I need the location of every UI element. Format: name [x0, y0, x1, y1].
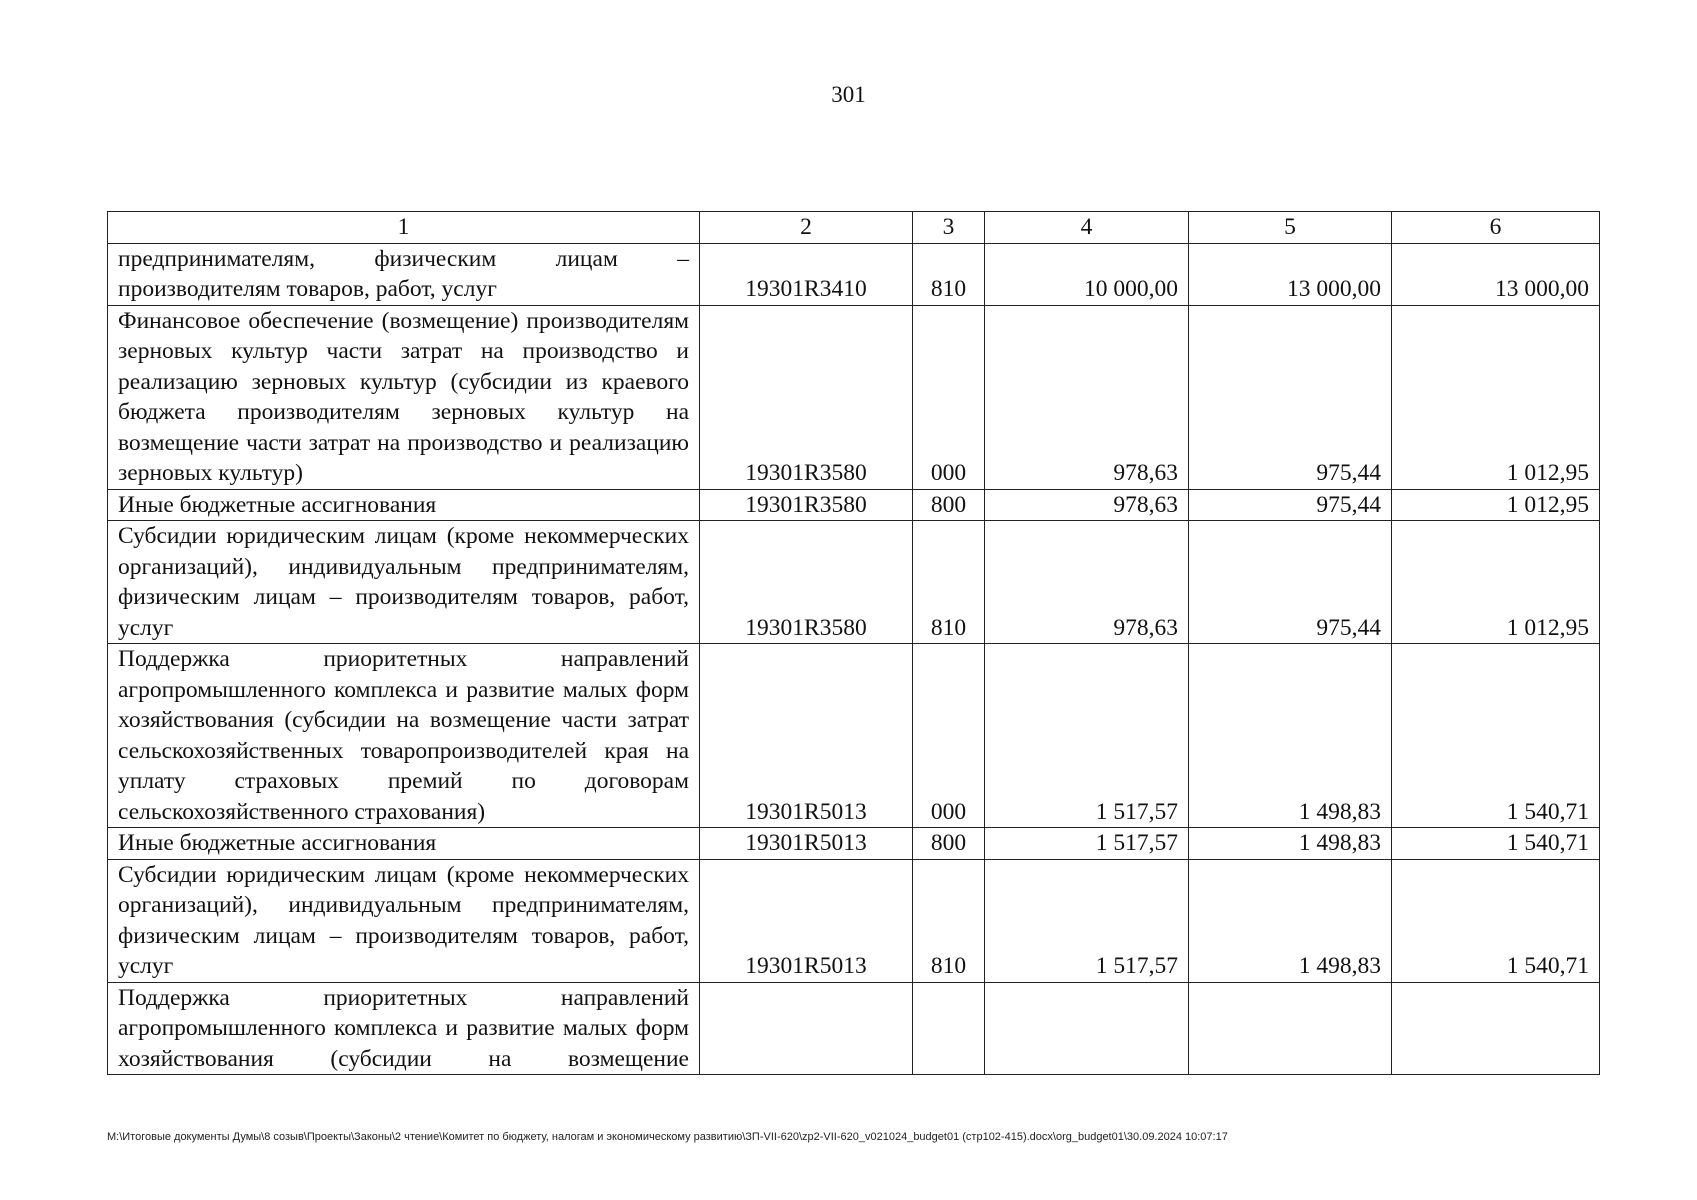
row-target-code: 19301R5013 [700, 644, 913, 828]
row-value-6: 1 012,95 [1392, 305, 1600, 489]
row-name: Субсидии юридическим лицам (кроме некоммерческих организаций), индивидуальным предпринимателям, физическим лицам – производителям товаров, работ, услуг [108, 859, 700, 982]
row-name: Иные бюджетные ассигнования [108, 828, 700, 860]
row-target-code: 19301R3410 [700, 243, 913, 305]
row-target-code [700, 982, 913, 1075]
row-expense-type: 000 [913, 644, 985, 828]
row-name: Субсидии юридическим лицам (кроме некоммерческих организаций), индивидуальным предпринимателям, физическим лицам – производителям товаров, работ, услуг [108, 521, 700, 644]
row-expense-type: 800 [913, 489, 985, 521]
col-header-5: 5 [1189, 212, 1392, 244]
row-value-4 [985, 982, 1189, 1075]
row-name: Поддержка приоритетных направлений агропромышленного комплекса и развитие малых форм хозяйствования (субсидии на возмещение части затрат сельскохозяйственных товаропроизводителей края на уплату страховых премий по договорам сельскохозяйственного страхования) [108, 644, 700, 828]
row-target-code: 19301R5013 [700, 828, 913, 860]
row-value-4: 1 517,57 [985, 828, 1189, 860]
row-value-5: 975,44 [1189, 521, 1392, 644]
row-value-5: 1 498,83 [1189, 644, 1392, 828]
col-header-1: 1 [108, 212, 700, 244]
row-value-6 [1392, 982, 1600, 1075]
header-row [108, 212, 1600, 244]
table-row [108, 859, 1600, 982]
row-name: Финансовое обеспечение (возмещение) производителям зерновых культур части затрат на производство и реализацию зерновых культур (субсидии из краевого бюджета производителям зерновых культур на возмещение части затрат на производство и реализацию зерновых культур) [108, 305, 700, 489]
row-expense-type: 810 [913, 521, 985, 644]
col-header-4: 4 [985, 212, 1189, 244]
row-expense-type: 800 [913, 828, 985, 860]
row-name: Поддержка приоритетных направлений агропромышленного комплекса и развитие малых форм хозяйствования (субсидии на возмещение [108, 982, 700, 1075]
table-row [108, 828, 1600, 860]
row-value-6: 1 012,95 [1392, 489, 1600, 521]
row-value-4: 1 517,57 [985, 644, 1189, 828]
row-value-5: 975,44 [1189, 489, 1392, 521]
row-target-code: 19301R3580 [700, 489, 913, 521]
row-value-5: 975,44 [1189, 305, 1392, 489]
table-row [108, 243, 1600, 305]
col-header-2: 2 [700, 212, 913, 244]
row-value-5: 1 498,83 [1189, 859, 1392, 982]
row-expense-type: 810 [913, 243, 985, 305]
row-value-6: 1 540,71 [1392, 828, 1600, 860]
row-value-4: 978,63 [985, 521, 1189, 644]
row-expense-type: 000 [913, 305, 985, 489]
col-header-6: 6 [1392, 212, 1600, 244]
row-expense-type: 810 [913, 859, 985, 982]
col-header-3: 3 [913, 212, 985, 244]
row-name: предпринимателям, физическим лицам – производителям товаров, работ, услуг [108, 243, 700, 305]
budget-table [107, 211, 1600, 1075]
table-row [108, 521, 1600, 644]
row-value-4: 978,63 [985, 489, 1189, 521]
document-file-path: M:\Итоговые документы Думы\8 созыв\Проекты\Законы\2 чтение\Комитет по бюджету, налогам и экономическому развитию\ЗП-VII-620\zp2-VII-620_v021024_budget01 (стр102-415).docx\org_budget01\30.09.2024 10:07:17 [107, 1131, 1228, 1143]
table-row [108, 644, 1600, 828]
row-name: Иные бюджетные ассигнования [108, 489, 700, 521]
row-value-4: 10 000,00 [985, 243, 1189, 305]
row-expense-type [913, 982, 985, 1075]
row-value-6: 1 540,71 [1392, 859, 1600, 982]
row-value-5: 1 498,83 [1189, 828, 1392, 860]
row-value-6: 1 540,71 [1392, 644, 1600, 828]
page-number: 301 [831, 82, 866, 107]
table-row [108, 305, 1600, 489]
row-target-code: 19301R3580 [700, 305, 913, 489]
row-value-4: 1 517,57 [985, 859, 1189, 982]
row-value-5: 13 000,00 [1189, 243, 1392, 305]
row-value-5 [1189, 982, 1392, 1075]
row-value-6: 1 012,95 [1392, 521, 1600, 644]
table-row [108, 982, 1600, 1075]
table-row [108, 489, 1600, 521]
row-target-code: 19301R5013 [700, 859, 913, 982]
row-value-4: 978,63 [985, 305, 1189, 489]
row-value-6: 13 000,00 [1392, 243, 1600, 305]
row-target-code: 19301R3580 [700, 521, 913, 644]
